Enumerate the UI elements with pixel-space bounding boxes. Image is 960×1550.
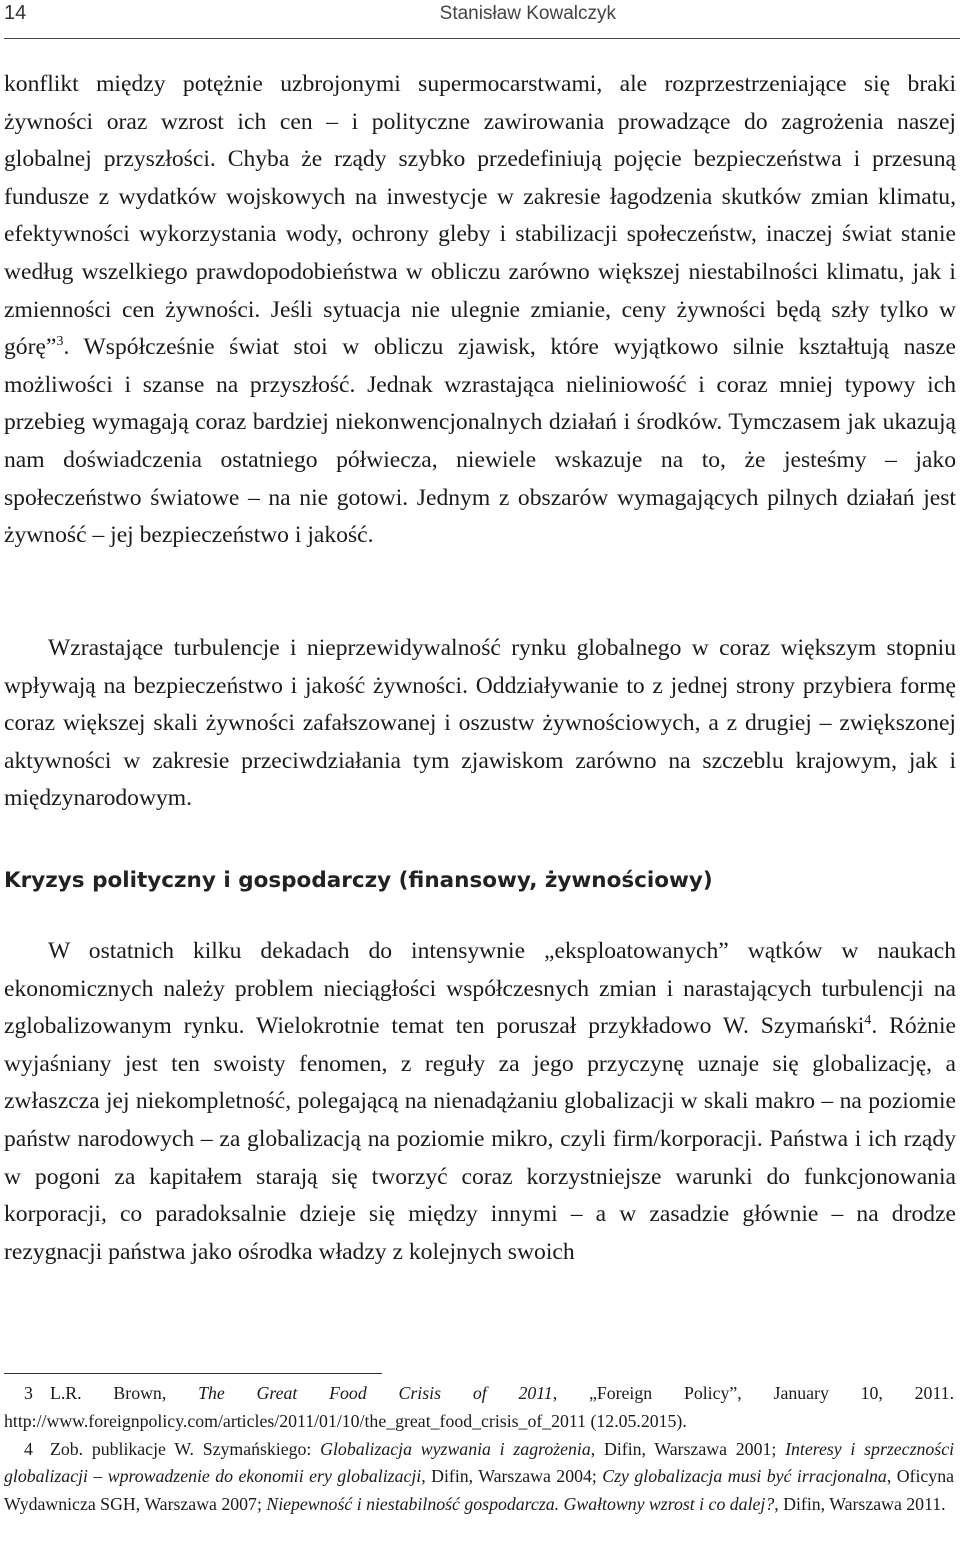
paragraph-text: Wzrastające turbulencje i nieprzewidywalność rynku globalnego w coraz większym stopniu wpływają na bezpieczeństwo i jakość żywności. Oddziaływanie to z jednej strony przybiera formę coraz większej skali żywności zafałszowanej i oszustw żywnościowych, a z drugiej – zwiększonej aktywności w zakresie przeciwdziałania tym zjawiskom zarówno na szczeblu krajowym, jak i międzynarodowym. <box>4 635 956 812</box>
footnote-text: , „Foreign Policy”, January 10, 2011. http://www.foreignpolicy.com/articles/2011/01/10/the_great_food_crisis_of_2011 (12.05.2015). <box>4 1383 955 1431</box>
footnote-title: Niepewność i niestabilność gospodarcza. Gwałtowny wzrost i co dalej? <box>266 1494 775 1515</box>
paragraph-text <box>4 66 956 555</box>
footnote-4 <box>4 1436 954 1519</box>
section-heading: Kryzys polityczny i gospodarczy (finansowy, żywnościowy) <box>4 868 713 893</box>
paragraph-text <box>4 933 956 1271</box>
footnote-text: L.R. Brown, <box>50 1383 199 1403</box>
body-paragraph-3 <box>4 933 956 1271</box>
footnote-title: The Great Food Crisis of 2011 <box>198 1383 553 1403</box>
footnote-3 <box>4 1380 954 1436</box>
footnote-text: , Oficyna Wydawnicza SGH, Warszawa 2007; <box>4 1466 954 1515</box>
body-paragraph-1 <box>4 66 956 555</box>
paragraph-text-part: . Różnie wyjaśniany jest ten swoisty fenomen, z reguły za jego przyczynę uznaje się globalizację, a zwłaszcza jej niekompletność, polegającą na nienadążaniu globalizacji w skali makro – na poziomie państw narodowych – za globalizacją na poziomie mikro, czyli firm/korporacji. Państwa i ich rządy w pogoni za kapitałem starają się tworzyć coraz korzystniejsze warunki do funkcjonowania korporacji, co paradoksalnie dzieje się między innymi – a w zasadzie głównie – na drodze rezygnacji państwa jako ośrodka władzy z kolejnych swoich <box>4 1013 956 1265</box>
page-number: 14 <box>4 2 27 24</box>
footnote-text: , Difin, Warszawa 2004; <box>421 1466 603 1487</box>
footnote-number: 4 <box>24 1438 33 1459</box>
paragraph-text-part: . Współcześnie świat stoi w obliczu zjawisk, które wyjątkowo silnie kształtują nasze możliwości i szanse na przyszłość. Jednak wzrastająca nieliniowość i coraz mniej typowy ich przebieg wymagają coraz bardziej niekonwencjonalnych działań i środków. Tymczasem jak ukazują nam doświadczenia ostatniego półwiecza, niewiele wskazuje na to, że jesteśmy – jako społeczeństwo światowe – na nie gotowi. Jednym z obszarów wymagających pilnych działań jest żywność – jej bezpieczeństwo i jakość. <box>4 334 956 549</box>
footnote-text: Zob. publikacje W. Szymańskiego: <box>50 1438 321 1459</box>
footnote-title: Interesy i sprzeczności globalizacji – wprowadzenie do ekonomii ery globalizacji <box>4 1438 955 1487</box>
footnote-text: , Difin, Warszawa 2001; <box>590 1438 786 1459</box>
body-paragraph-2 <box>4 630 956 818</box>
footnote-separator <box>4 1373 382 1374</box>
footnote-reference[interactable]: 3 <box>56 333 64 350</box>
footnote-title: Globalizacja wyzwania i zagrożenia <box>320 1438 591 1459</box>
footnote-title: Czy globalizacja musi być irracjonalna <box>602 1466 887 1487</box>
footnote-reference[interactable]: 4 <box>864 1012 872 1029</box>
running-header-author: Stanisław Kowalczyk <box>439 3 616 24</box>
footnotes <box>4 1380 954 1519</box>
footnote-number: 3 <box>24 1383 33 1403</box>
running-header <box>4 0 956 30</box>
paragraph-text-part: konflikt między potężnie uzbrojonymi supermocarstwami, ale rozprzestrzeniające się braki żywności oraz wzrost ich cen – i polityczne zawirowania prowadzące do zagrożenia naszej globalnej przyszłości. Chyba że rządy szybko przedefiniują pojęcie bezpieczeństwa i przesuną fundusze z wydatków wojskowych na inwestycje w zakresie łagodzenia skutków zmian klimatu, efektywności wykorzystania wody, ochrony gleby i stabilizacji społeczeństw, inaczej świat stanie według wszelkiego prawdopodobieństwa w obliczu zarówno większej niestabilności klimatu, jak i zmienności cen żywności. Jeśli sytuacja nie ulegnie zmianie, ceny żywności będą szły tylko w górę” <box>4 71 956 361</box>
header-rule <box>4 38 960 39</box>
footnote-text: , Difin, Warszawa 2011. <box>774 1494 946 1515</box>
paragraph-text-part: W ostatnich kilku dekadach do intensywnie „eksploatowanych” wątków w naukach ekonomicznych należy problem nieciągłości współczesnych zmian i narastających turbulencji na zglobalizowanym rynku. Wielokrotnie temat ten poruszał przykładowo W. Szymański <box>4 938 956 1040</box>
